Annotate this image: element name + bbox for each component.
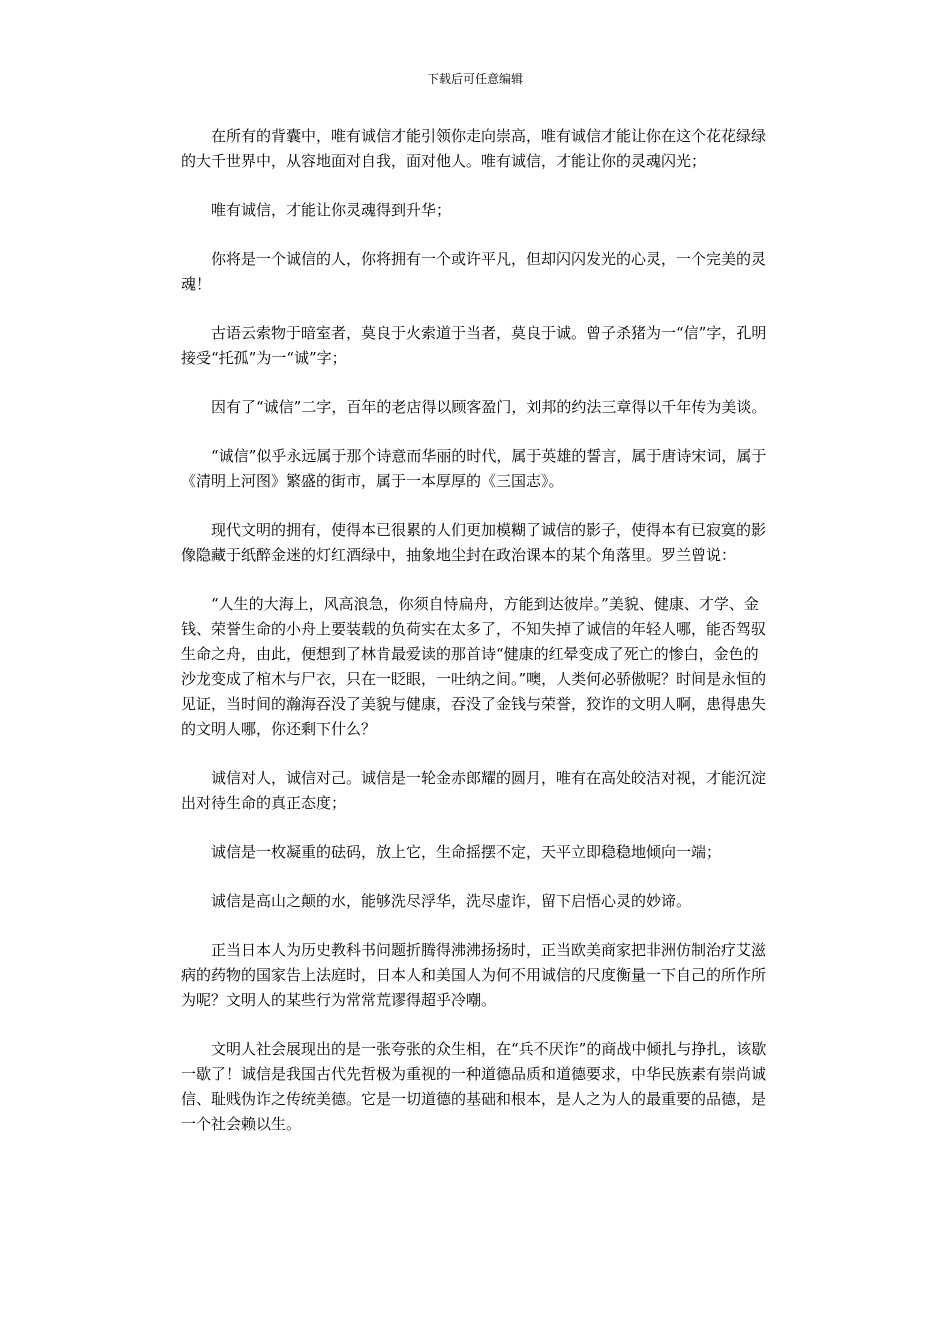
paragraph: 因有了“诚信”二字，百年的老店得以顾客盈门，刘邦的约法三章得以千年传为美谈。: [211, 398, 767, 416]
paragraph: “人生的大海上，风高浪急，你须自恃扁舟，方能到达彼岸。”美貌、健康、才学、金钱、荣誉生命的小舟上要装载的负荷实在太多了，不知失掉了诚信的年轻人哪，能否驾驭生命之舟，由此，便想到了林肯最爱读的那首诗“健康的红晕变成了死亡的惨白，金色的沙龙变成了棺木与尸衣，只在一眨眼，一吐纳之间。”噢，人类何必骄傲呢？时间是永恒的见证，当时间的瀚海吞没了美貌与健康，吞没了金钱与荣誉，狡诈的文明人啊，患得患失的文明人哪，你还剩下什么？: [181, 595, 767, 738]
paragraph: 古语云索物于暗室者，莫良于火索道于当者，莫良于诚。曾子杀猪为一“信”字，孔明接受“托孤”为一“诚”字；: [181, 324, 767, 367]
paragraph: 你将是一个诚信的人，你将拥有一个或许平凡，但却闪闪发光的心灵，一个完美的灵魂！: [181, 250, 767, 293]
paragraph: “诚信”似乎永远属于那个诗意而华丽的时代，属于英雄的誓言，属于唐诗宋词，属于《清明上河图》繁盛的街市，属于一本厚厚的《三国志》。: [181, 447, 767, 490]
paragraph: 诚信对人，诚信对己。诚信是一轮金赤郎耀的圆月，唯有在高处皎洁对视，才能沉淀出对待生命的真正态度；: [181, 769, 767, 812]
document-body: [181, 124, 771, 1137]
paragraph: 在所有的背囊中，唯有诚信才能引领你走向崇高，唯有诚信才能让你在这个花花绿绿的大千世界中，从容地面对自我，面对他人。唯有诚信，才能让你的灵魂闪光；: [181, 127, 767, 170]
paragraph: 唯有诚信，才能让你灵魂得到升华；: [211, 201, 452, 219]
paragraph: 诚信是一枚凝重的砝码，放上它，生命摇摆不定，天平立即稳稳地倾向一端；: [211, 843, 722, 861]
paragraph: 文明人社会展现出的是一张夸张的众生相，在“兵不厌诈”的商战中倾扎与挣扎，该歇一歇了！诚信是我国古代先哲极为重视的一种道德品质和道德要求，中华民族素有崇尚诚信、耻贱伪诈之传统美德。它是一切道德的基础和根本，是人之为人的最重要的品德，是一个社会赖以生。: [181, 1040, 767, 1133]
paragraph: 现代文明的拥有，使得本已很累的人们更加模糊了诚信的影子，使得本有已寂寞的影像隐藏于纸醉金迷的灯红酒绿中，抽象地尘封在政治课本的某个角落里。罗兰曾说：: [181, 521, 767, 564]
page-header: 下载后可任意编辑: [426, 72, 523, 86]
paragraph: 诚信是高山之颠的水，能够洗尽浮华，洗尽虚诈，留下启悟心灵的妙谛。: [211, 892, 692, 910]
paragraph: 正当日本人为历史教科书问题折腾得沸沸扬扬时，正当欧美商家把非洲仿制治疗艾滋病的药物的国家告上法庭时，日本人和美国人为何不用诚信的尺度衡量一下自己的所作所为呢？文明人的某些行为常常荒谬得超乎冷嘲。: [181, 941, 767, 1009]
